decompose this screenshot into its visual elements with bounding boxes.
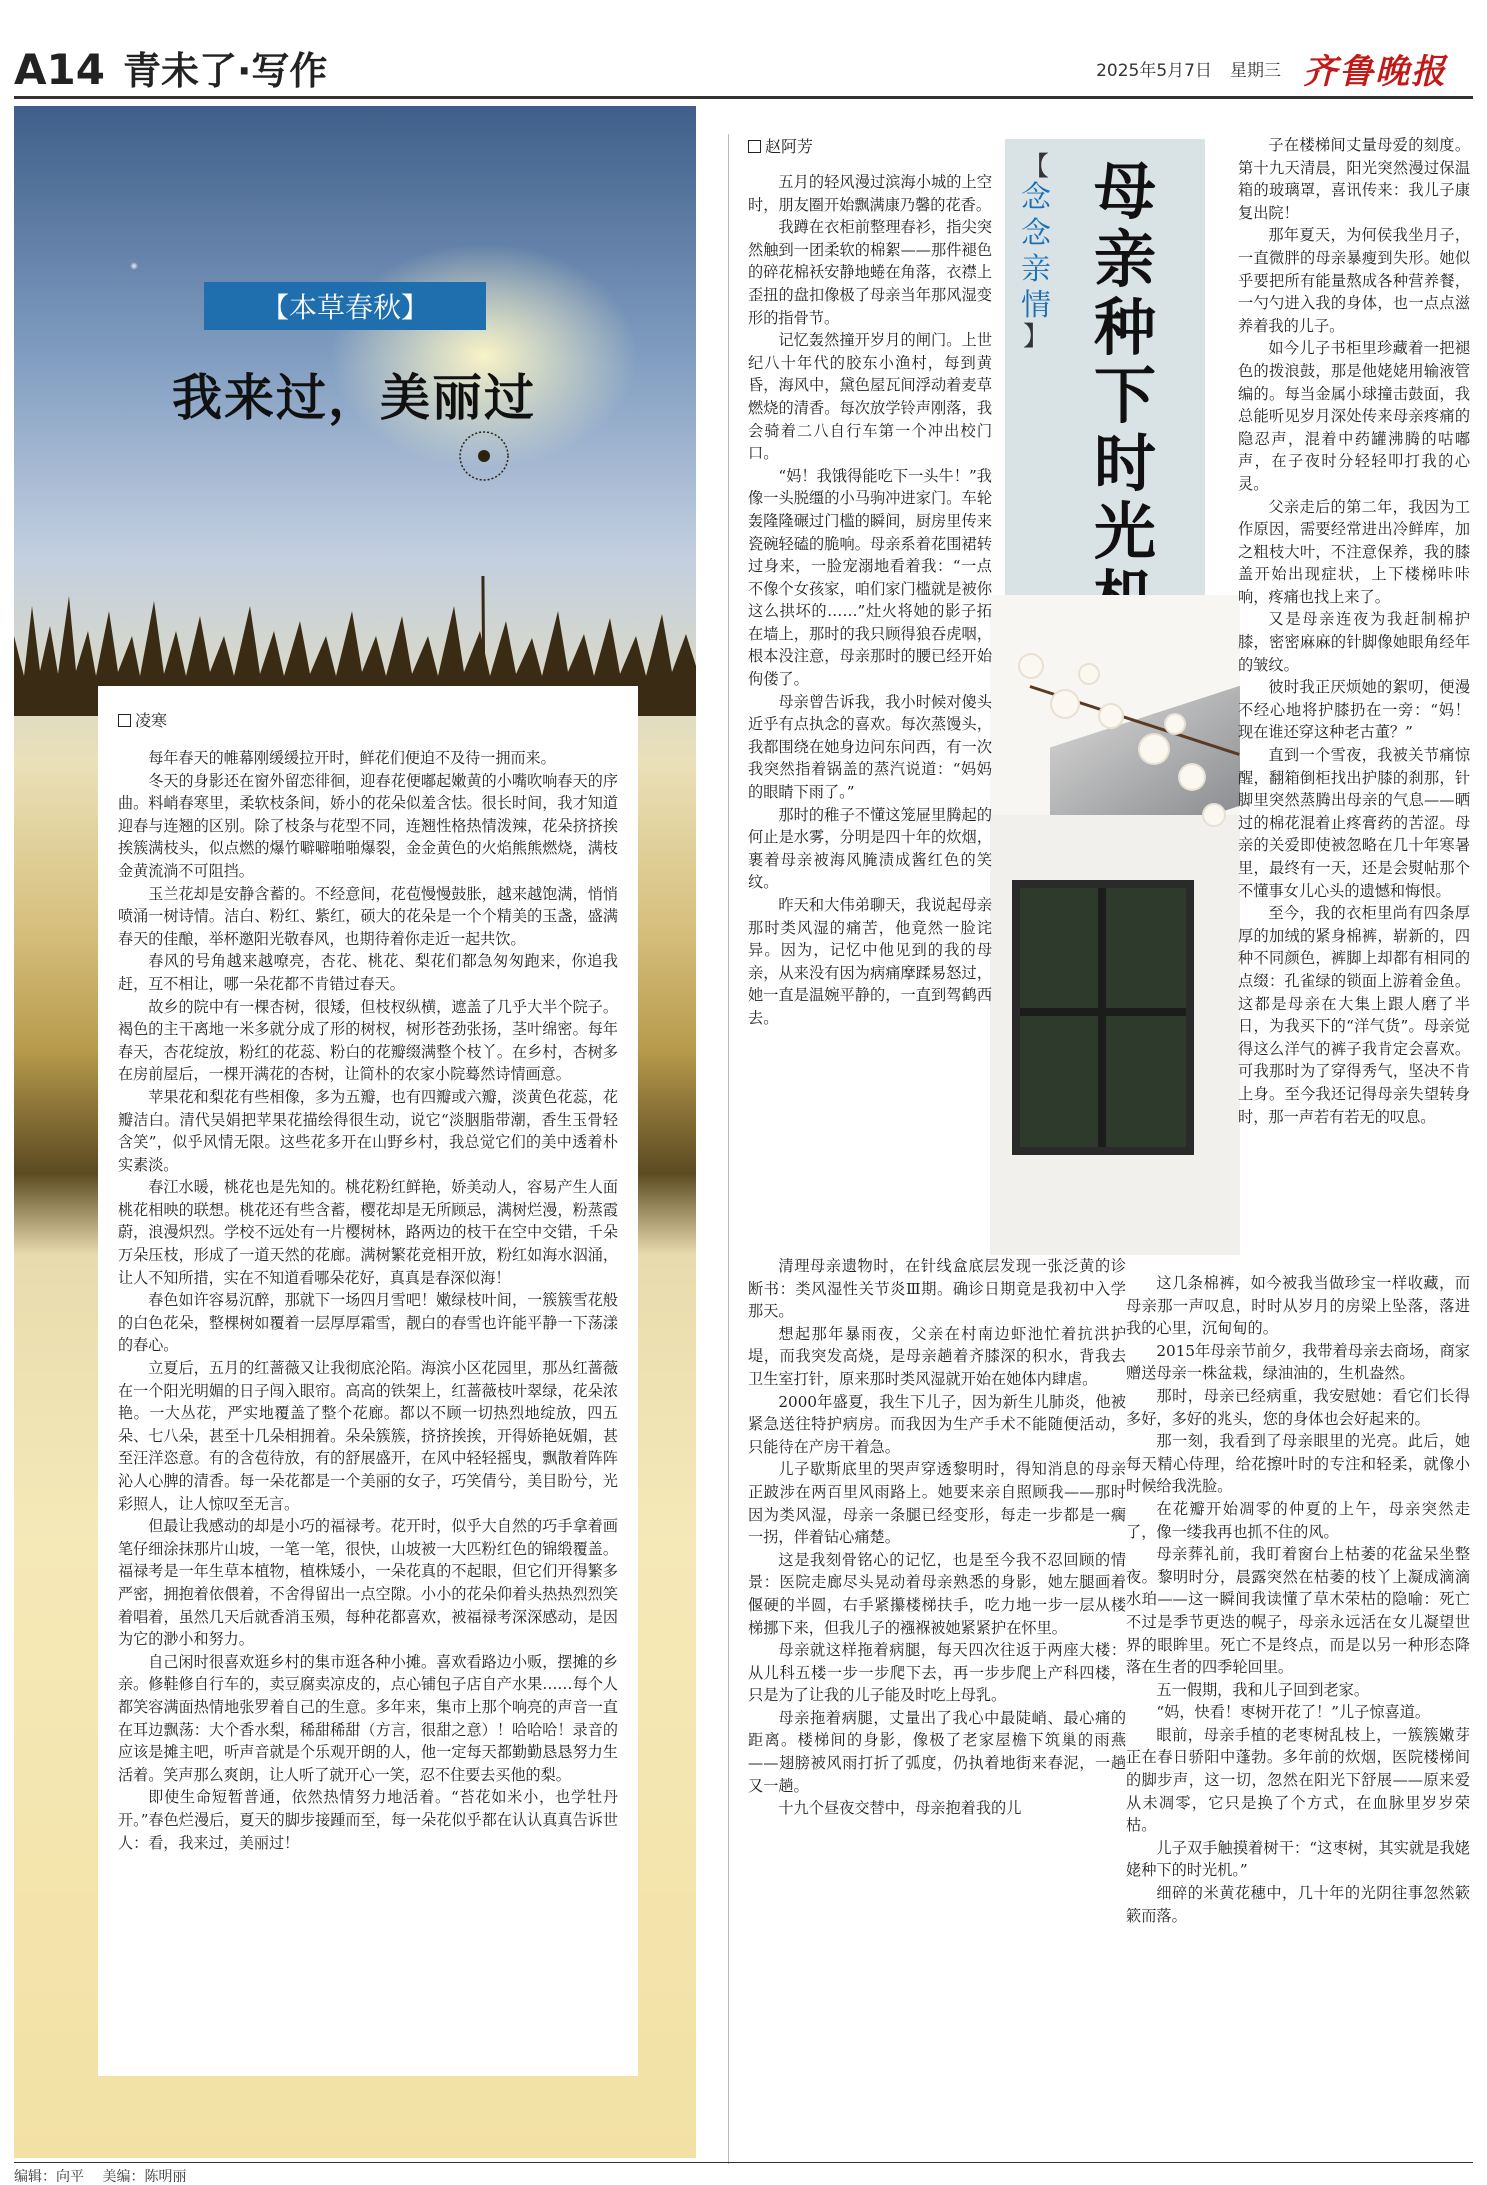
paragraph: 至今，我的衣柜里尚有四条厚厚的加绒的紧身棉裤，崭新的，四种不同颜色，裤脚上却都有相同的点缀：孔雀绿的锁面上游着金鱼。这都是母亲在大集上跟人磨了半日，为我买下的“洋气货”。母亲觉得这么洋气的裤子我肯定会喜欢。可我那时为了穿得秀气，坚决不肯上身。至今我还记得母亲失望转身时，那一声若有若无的叹息。	[1238, 904, 1470, 1126]
left-article-title: 我来过，美丽过	[172, 369, 536, 427]
paragraph: 父亲走后的第二年，我因为工作原因，需要经常进出冷鲜库，加之粗枝大叶，不注意保养，我的膝盖开始出现症状，上下楼梯咔咔响，疼痛也找上来了。	[1238, 497, 1470, 606]
col2-paragraphs	[1238, 134, 1470, 1128]
paragraph: 这几条棉裤，如今被我当做珍宝一样收藏，而母亲那一声叹息，时时从岁月的房梁上坠落，落进我的心里，沉甸甸的。	[1126, 1274, 1470, 1338]
cherry-blossom-photo	[990, 595, 1240, 1255]
left-article-body	[98, 686, 638, 2076]
title-char: 母	[1093, 155, 1156, 228]
title-char: 亲	[1093, 223, 1156, 296]
col3-paragraphs	[1126, 1272, 1470, 1927]
right-article-title	[1090, 155, 1160, 634]
paragraph: 那一刻，我看到了母亲眼里的光亮。此后，她每天精心侍理，给花擦叶时的专注和轻柔，就像小时候给我洗脸。	[1126, 1432, 1470, 1496]
column-banner: 【本草春秋】	[204, 282, 486, 330]
paragraph: 眼前，母亲手植的老枣树乱枝上，一簇簇嫩芽正在春日骄阳中蓬勃。多年前的炊烟，医院楼梯间的脚步声，这一切，忽然在阳光下舒展——原来爱从未凋零，它只是换了个方式，在血脉里岁岁荣枯。	[1126, 1725, 1470, 1835]
paragraph: 冬天的身影还在窗外留恋徘徊，迎春花便嘟起嫩黄的小嘴吹响春天的序曲。料峭春寒里，柔软枝条间，娇小的花朵似羞含怯。很长时间，我才知道迎春与连翘的区别。除了枝条与花型不同，连翘性格热情泼辣，花朵挤挤挨挨簇满枝头，似点燃的爆竹噼噼啪啪爆裂，金金黄色的火焰熊熊燃烧，满枝金黄流淌不可阻挡。	[118, 771, 618, 880]
paragraph: 即使生命短暂普通，依然热情努力地活着。“苔花如米小，也学牡丹开。”春色烂漫后，夏天的脚步接踵而至，每一朵花似乎都在认认真真告诉世人：看，我来过，美丽过！	[118, 1788, 618, 1852]
kicker-char: 情	[1021, 288, 1051, 323]
col1b-paragraphs	[748, 1255, 1126, 1820]
paragraph: 那年夏天，为何侯我坐月子，一直微胖的母亲暴瘦到失形。她似乎要把所有能量熬成各种营养餐，一勺勺进入我的身体，也一点点滋养着我的儿子。	[1238, 226, 1470, 335]
left-article-panel	[14, 106, 696, 2158]
paragraph: 故乡的院中有一棵杏树，很矮，但枝杈纵横，遮盖了几乎大半个院子。褐色的主干离地一米多就分成了形的树杈，树形苍劲张扬，茎叶绵密。每年春天，杏花绽放，粉红的花蕊、粉白的花瓣缀满整个枝丫。在乡村，杏树多在房前屋后，一棵开满花的杏树，让简朴的农家小院蓦然诗情画意。	[118, 997, 618, 1084]
right-article-kicker	[1012, 154, 1060, 454]
paragraph: 但最让我感动的却是小巧的福禄考。花开时，似乎大自然的巧手拿着画笔仔细涂抹那片山坡，一笔一笔，很快，山坡被一大匹粉红色的锦缎覆盖。福禄考是一年生草本植物，植株矮小，一朵花真的不起眼，但它们开得繁多严密，拥抱着依偎着，不舍得留出一点空隙。小小的花朵仰着头热热烈烈笑着唱着，虽然几天后就香消玉殒，每种花都喜欢，被福禄考深深感动，是因为它的渺小和努力。	[118, 1517, 618, 1649]
paragraph: 儿子双手触摸着树干：“这枣树，其实就是我姥姥种下的时光机。”	[1126, 1838, 1470, 1880]
kicker-char: 亲	[1021, 252, 1051, 287]
kicker-char: 念	[1021, 216, 1051, 251]
paragraph: 子在楼梯间丈量母爱的刻度。第十九天清晨，阳光突然漫过保温箱的玻璃罩，喜讯传来：我儿子康复出院！	[1238, 136, 1470, 222]
paragraph: 每年春天的帷幕刚缓缓拉开时，鲜花们便迫不及待一拥而来。	[148, 749, 556, 767]
col1-paragraphs	[748, 171, 992, 1030]
paragraph: 直到一个雪夜，我被关节痛惊醒，翻箱倒柜找出护膝的刹那，针脚里突然蒸腾出母亲的气息——晒过的棉花混着止疼膏药的苦涩。母亲的关爱即使被忽略在几十年寒暑里，最终有一天，还是会熨帖那个不懂事女儿心头的遗憾和悔恨。	[1238, 746, 1470, 900]
right-article-author: 赵阿芳	[765, 137, 814, 156]
paragraph: 2015年母亲节前夕，我带着母亲去商场，商家赠送母亲一株盆栽，绿油油的，生机盎然。	[1126, 1341, 1470, 1383]
paragraph: 昨天和大伟弟聊天，我说起母亲那时类风湿的痛苦，他竟然一脸诧异。因为，记忆中他见到的我的母亲，从来没有因为病痛摩蹂易怒过，她一直是温婉平静的，一直到驾鹤西去。	[748, 896, 992, 1027]
paragraph: 那时，母亲已经病重，我安慰她：看它们长得多好，多好的兆头，您的身体也会好起来的。	[1126, 1386, 1470, 1428]
paragraph: 在花瓣开始凋零的仲夏的上午，母亲突然走了，像一缕我再也抓不住的风。	[1126, 1499, 1470, 1541]
photo-window	[1012, 880, 1194, 1155]
column-divider	[728, 134, 729, 2164]
paragraph: 儿子歇斯底里的哭声穿透黎明时，得知消息的母亲正跛涉在两百里风雨路上。她要来亲自照顾我——那时因为类风湿，母亲一条腿已经变形，每走一步都是一瘸一拐，伴着钻心痛楚。	[748, 1460, 1126, 1547]
header-rule	[14, 96, 1473, 99]
kicker-bracket-close: 】	[1022, 322, 1049, 352]
paragraph: 五月的轻风漫过滨海小城的上空时，朋友圈开始飘满康乃馨的花香。	[748, 173, 992, 214]
title-char: 时	[1093, 427, 1156, 500]
designer-credit: 美编：陈明丽	[102, 2169, 187, 2185]
page-header-left	[14, 40, 327, 92]
byline-box-icon	[118, 714, 131, 727]
paragraph: 我蹲在衣柜前整理春衫，指尖突然触到一团柔软的棉絮——那件褪色的碎花棉袄安静地蜷在角落，衣襟上歪扭的盘扣像极了母亲当年那风湿变形的指骨节。	[748, 218, 992, 327]
left-article-byline	[118, 708, 618, 731]
paragraph: 2000年盛夏，我生下儿子，因为新生儿肺炎，他被紧急送往特护病房。而我因为生产手术不能随便活动，只能待在产房干着急。	[748, 1392, 1126, 1456]
right-article-col1b	[748, 1255, 1126, 1820]
paragraph: 春色如许容易沉醉，那就下一场四月雪吧！嫩绿枝叶间，一簇簇雪花般的白色花朵，整棵树如覆着一层厚厚霜雪，靓白的春雪也许能平静一下荡漾的春心。	[118, 1291, 618, 1355]
page-footer	[14, 2166, 186, 2185]
page-number: A14	[14, 45, 105, 94]
title-char: 下	[1093, 359, 1156, 432]
newspaper-logo: 齐鲁晚报	[1303, 52, 1447, 92]
kicker-bracket-open: 【	[1022, 152, 1049, 182]
paragraph: 十九个昼夜交替中，母亲抱着我的儿	[778, 1799, 1022, 1818]
paragraph: 清理母亲遗物时，在针线盒底层发现一张泛黄的诊断书：类风湿性关节炎Ⅲ期。确诊日期竟是我初中入学那天。	[748, 1257, 1126, 1321]
paragraph: 母亲葬礼前，我盯着窗台上枯萎的花盆呆坐整夜。黎明时分，晨露突然在枯萎的枝丫上凝成滴滴水珀——这一瞬间我读懂了草木荣枯的隐喻：死亡不过是季节更迭的幌子，母亲永远活在女儿凝望世界的眼眸里。死亡不是终点，而是以另一种形态降落在生者的四季轮回里。	[1126, 1545, 1470, 1677]
section-title: 青未了·写作	[122, 49, 328, 93]
page-header-right	[1096, 44, 1447, 93]
paragraph: 彼时我正厌烦她的絮叨，便漫不经心地将护膝扔在一旁：“妈！现在谁还穿这种老古董？”	[1238, 678, 1470, 742]
paragraph: 母亲就这样拖着病腿，每天四次往返于两座大楼：从儿科五楼一步一步爬下去，再一步步爬上产科四楼，只是为了让我的儿子能及时吃上母乳。	[748, 1641, 1126, 1705]
paragraph: 自己闲时很喜欢逛乡村的集市逛各种小摊。喜欢看路边小贩，摆摊的乡亲。修鞋修自行车的，卖豆腐卖凉皮的，点心铺包子店自产水果……每个人都笑容满面热情地张罗着自己的生意。多年来，集市上那个响亮的声音一直在耳边飘荡：大个香水梨，稀甜稀甜（方言，很甜之意）！哈哈哈！录音的应该是摊主吧，听声音就是个乐观开朗的人，他一定每天都勤勤恳恳努力生活着。笑声那么爽朗，让人听了就开心一笑，忍不住要去买他的梨。	[118, 1652, 618, 1784]
byline-box-icon	[748, 140, 761, 153]
paragraph: 细碎的米黄花穗中，几十年的光阴往事忽然簌簌而落。	[1126, 1884, 1470, 1925]
paragraph: 母亲曾告诉我，我小时候对傻头近乎有点执念的喜欢。每次蒸馒头，我都围绕在她身边问东问西，有一次我突然指着锅盖的蒸汽说道：“妈妈的眼睛下雨了。”	[748, 692, 992, 802]
paragraph: 这是我刻骨铭心的记忆，也是至今我不忍回顾的情景：医院走廊尽头晃动着母亲熟悉的身影，她左腿画着偃硬的半圆，右手紧攥楼梯扶手，吃力地一步一层从楼梯挪下来，但我儿子的襁褓被她紧紧护在怀里。	[748, 1550, 1126, 1637]
dandelion-icon	[454, 426, 514, 486]
paragraph: “妈！我饿得能吃下一头牛！”我像一头脱缰的小马驹冲进家门。车轮轰隆隆碾过门槛的瞬间，厨房里传来瓷碗轻磕的脆响。母亲系着花围裙转过身来，一脸宠溺地看着我：“一点不像个女孩家，咱们家门槛就是被你这么拱坏的……”灶火将她的影子拓在墙上，那时的我只顾得狼吞虎咽，根本没注意，母亲那时的腰已经开始佝偻了。	[748, 466, 992, 689]
kicker-char: 念	[1021, 180, 1051, 215]
editor-credit: 编辑：向平	[14, 2169, 84, 2185]
left-article-paragraphs	[118, 747, 618, 1854]
paragraph: 五一假期，我和儿子回到老家。	[1156, 1680, 1370, 1699]
right-article-byline	[748, 134, 992, 157]
paragraph: 记忆轰然撞开岁月的闸门。上世纪八十年代的胶东小渔村，每到黄昏，海风中，黛色屋瓦间浮动着麦草燃烧的清香。每次放学铃声刚落，我会骑着二八自行车第一个冲出校门口。	[748, 331, 992, 463]
paragraph: 立夏后，五月的红蔷薇又让我彻底沦陷。海滨小区花园里，那丛红蔷薇在一个阳光明媚的日子闯入眼帘。高高的铁架上，红蔷薇枝叶翠绿，花朵浓艳。一大丛花，严实地覆盖了整个花廊。都以不顾一切热烈地绽放，四五朵、七八朵，甚至十几朵相拥着。朵朵簇簇，挤挤挨挨，开得娇艳妩媚，甚至汪洋恣意。有的含苞待放，有的舒展盛开，在风中轻轻摇曳，飘散着阵阵沁人心脾的清香。每一朵花都是一个美丽的女子，巧笑倩兮，美目盼兮，光彩照人，让人惊叹至无言。	[118, 1359, 618, 1513]
issue-weekday: 星期三	[1230, 61, 1281, 81]
paragraph: 春江水暖，桃花也是先知的。桃花粉红鲜艳，娇美动人，容易产生人面桃花相映的联想。桃花还有些含蓄，樱花却是无所顾忌，满树烂漫，粉蒸霞蔚，浪漫炽烈。学校不远处有一片樱树林，路两边的枝干在空中交错，千朵万朵压枝，形成了一道天然的花廊。满树繁花竞相开放，粉红如海水泅涌，让人不知所措，实在不知道看哪朵花好，真真是春深似海！	[118, 1178, 618, 1287]
paragraph: 想起那年暴雨夜，父亲在村南边虾池忙着抗洪护堤，而我突发高烧，是母亲趟着齐膝深的积水，背我去卫生室打针，原来那时类风湿就开始在她体内肆虐。	[748, 1324, 1126, 1388]
paragraph: 母亲拖着病腿，丈量出了我心中最陡峭、最心痛的距离。楼梯间的身影，像极了老家屋檐下筑巢的雨燕——翅膀被风雨打折了弧度，仍执着地街来春泥，一趟又一趟。	[748, 1708, 1126, 1795]
title-char: 种	[1093, 291, 1156, 364]
left-article-author: 凌寒	[135, 711, 168, 730]
paragraph: 又是母亲连夜为我赶制棉护膝，密密麻麻的针脚像她眼角经年的皱纹。	[1238, 610, 1470, 674]
issue-date: 2025年5月7日	[1096, 61, 1212, 81]
paragraph: 如今儿子书柜里珍藏着一把褪色的拨浪鼓，那是他姥姥用输液管编的。每当金属小球撞击鼓面，我总能听见岁月深处传来母亲疼痛的隐忍声，混着中药罐沸腾的咕嘟声，在子夜时分轻轻叩打我的心灵。	[1238, 339, 1470, 493]
paragraph: 春风的号角越来越嘹亮，杏花、桃花、梨花们都急匆匆跑来，你追我赶，互不相让，哪一朵花都不肯错过春天。	[118, 952, 618, 993]
right-article-col1	[748, 134, 992, 1030]
title-char: 光	[1093, 495, 1156, 568]
paragraph: 苹果花和梨花有些相像，多为五瓣，也有四瓣或六瓣，淡黄色花蕊，花瓣洁白。清代吴娟把苹果花描绘得很生动，说它“淡胭脂带潮，香生玉骨轻含笑”，似乎风情无限。这些花多开在山野乡村，我总觉它们的美中透着朴实素淡。	[118, 1087, 618, 1174]
right-article-col3	[1126, 1272, 1470, 1927]
paragraph: 玉兰花却是安静含蓄的。不经意间，花苞慢慢鼓胀，越来越饱满，悄悄喷涌一树诗情。洁白、粉红、紫红，硕大的花朵是一个个精美的玉盏，盛满春天的佳酿，举杯邀阳光敬春风，也期待着你走近一起共饮。	[118, 884, 618, 948]
kicker-text	[1012, 180, 1060, 324]
right-article-col2	[1238, 134, 1470, 1128]
paragraph: “妈，快看！枣树开花了！”儿子惊喜道。	[1156, 1703, 1431, 1722]
paragraph: 那时的稚子不懂这笼屉里腾起的何止是水雾，分明是四十年的炊烟，裹着母亲被海风腌渍成酱红色的笑纹。	[748, 805, 992, 892]
footer-rule	[14, 2162, 1473, 2163]
